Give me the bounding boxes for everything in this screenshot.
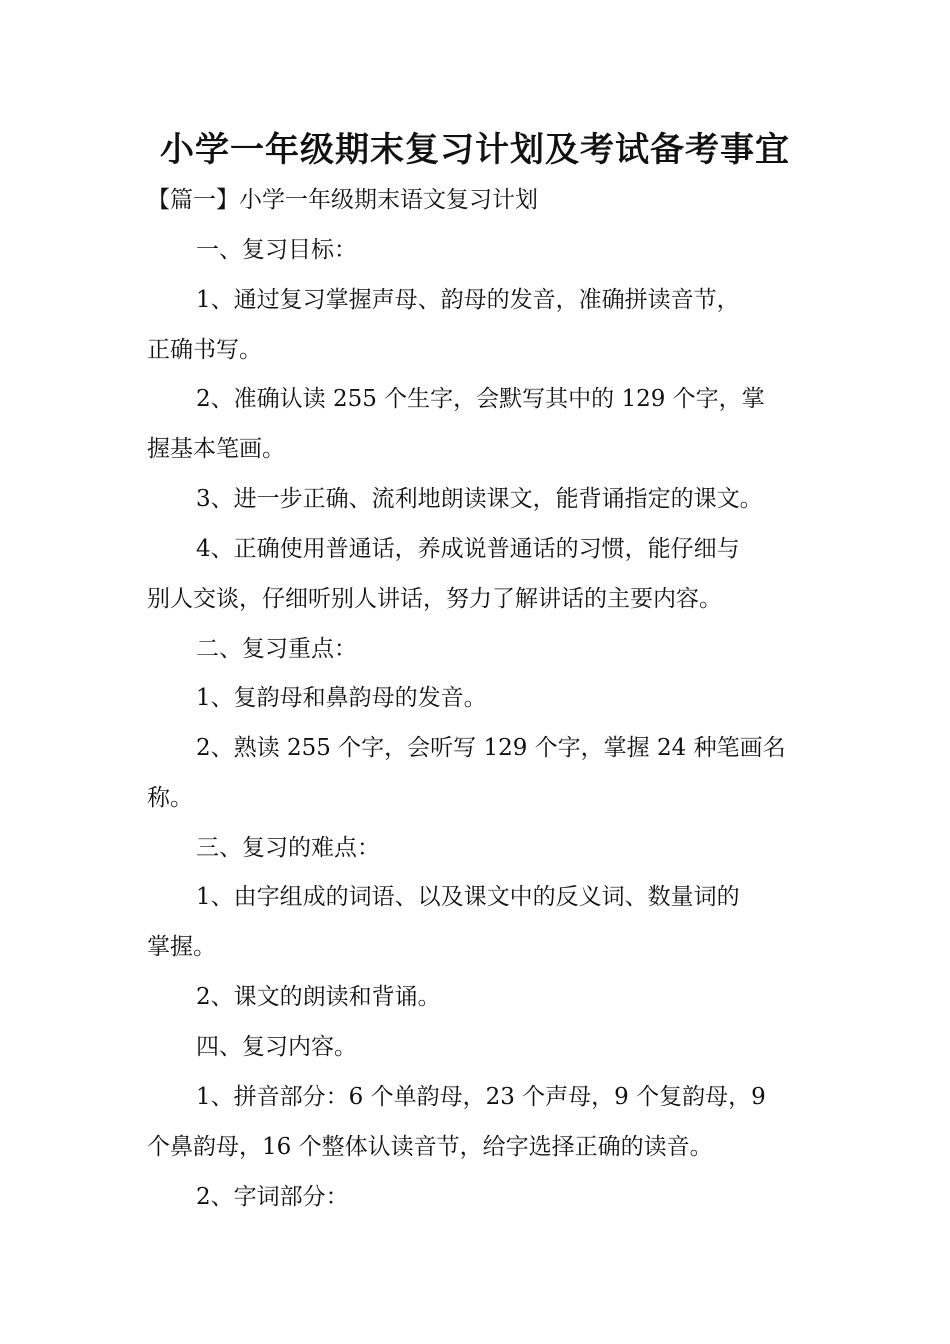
- paragraph-line: 2、准确认读 255 个生字，会默写其中的 129 个字，掌: [196, 386, 765, 412]
- document-title: 小学一年级期末复习计划及考试备考事宜: [160, 130, 790, 170]
- paragraph-line: 二、复习重点：: [196, 636, 357, 662]
- paragraph-line: 一、复习目标：: [196, 237, 357, 263]
- paragraph-line: 3、进一步正确、流利地朗读课文，能背诵指定的课文。: [196, 486, 763, 512]
- paragraph-line: 1、由字组成的词语、以及课文中的反义词、数量词的: [196, 884, 740, 910]
- paragraph-line: 4、正确使用普通话，养成说普通话的习惯，能仔细与: [196, 536, 740, 562]
- paragraph-line: 掌握。: [147, 934, 216, 960]
- paragraph-line: 2、课文的朗读和背诵。: [196, 984, 441, 1010]
- paragraph-line: 称。: [147, 785, 193, 811]
- paragraph-line: 握基本笔画。: [147, 436, 285, 462]
- paragraph-line: 2、字词部分：: [196, 1184, 349, 1210]
- paragraph-line: 别人交谈，仔细听别人讲话，努力了解讲话的主要内容。: [147, 586, 722, 612]
- section-heading: 【篇一】小学一年级期末语文复习计划: [147, 187, 538, 213]
- paragraph-line: 1、拼音部分：6 个单韵母，23 个声母，9 个复韵母，9: [196, 1084, 766, 1110]
- paragraph-line: 个鼻韵母，16 个整体认读音节，给字选择正确的读音。: [147, 1134, 713, 1160]
- paragraph-line: 1、通过复习掌握声母、韵母的发音，准确拼读音节，: [196, 287, 740, 313]
- paragraph-line: 1、复韵母和鼻韵母的发音。: [196, 685, 487, 711]
- paragraph-line: 正确书写。: [147, 337, 262, 363]
- paragraph-line: 四、复习内容。: [196, 1034, 357, 1060]
- paragraph-line: 三、复习的难点：: [196, 835, 380, 861]
- paragraph-line: 2、熟读 255 个字，会听写 129 个字，掌握 24 种笔画名: [196, 735, 786, 761]
